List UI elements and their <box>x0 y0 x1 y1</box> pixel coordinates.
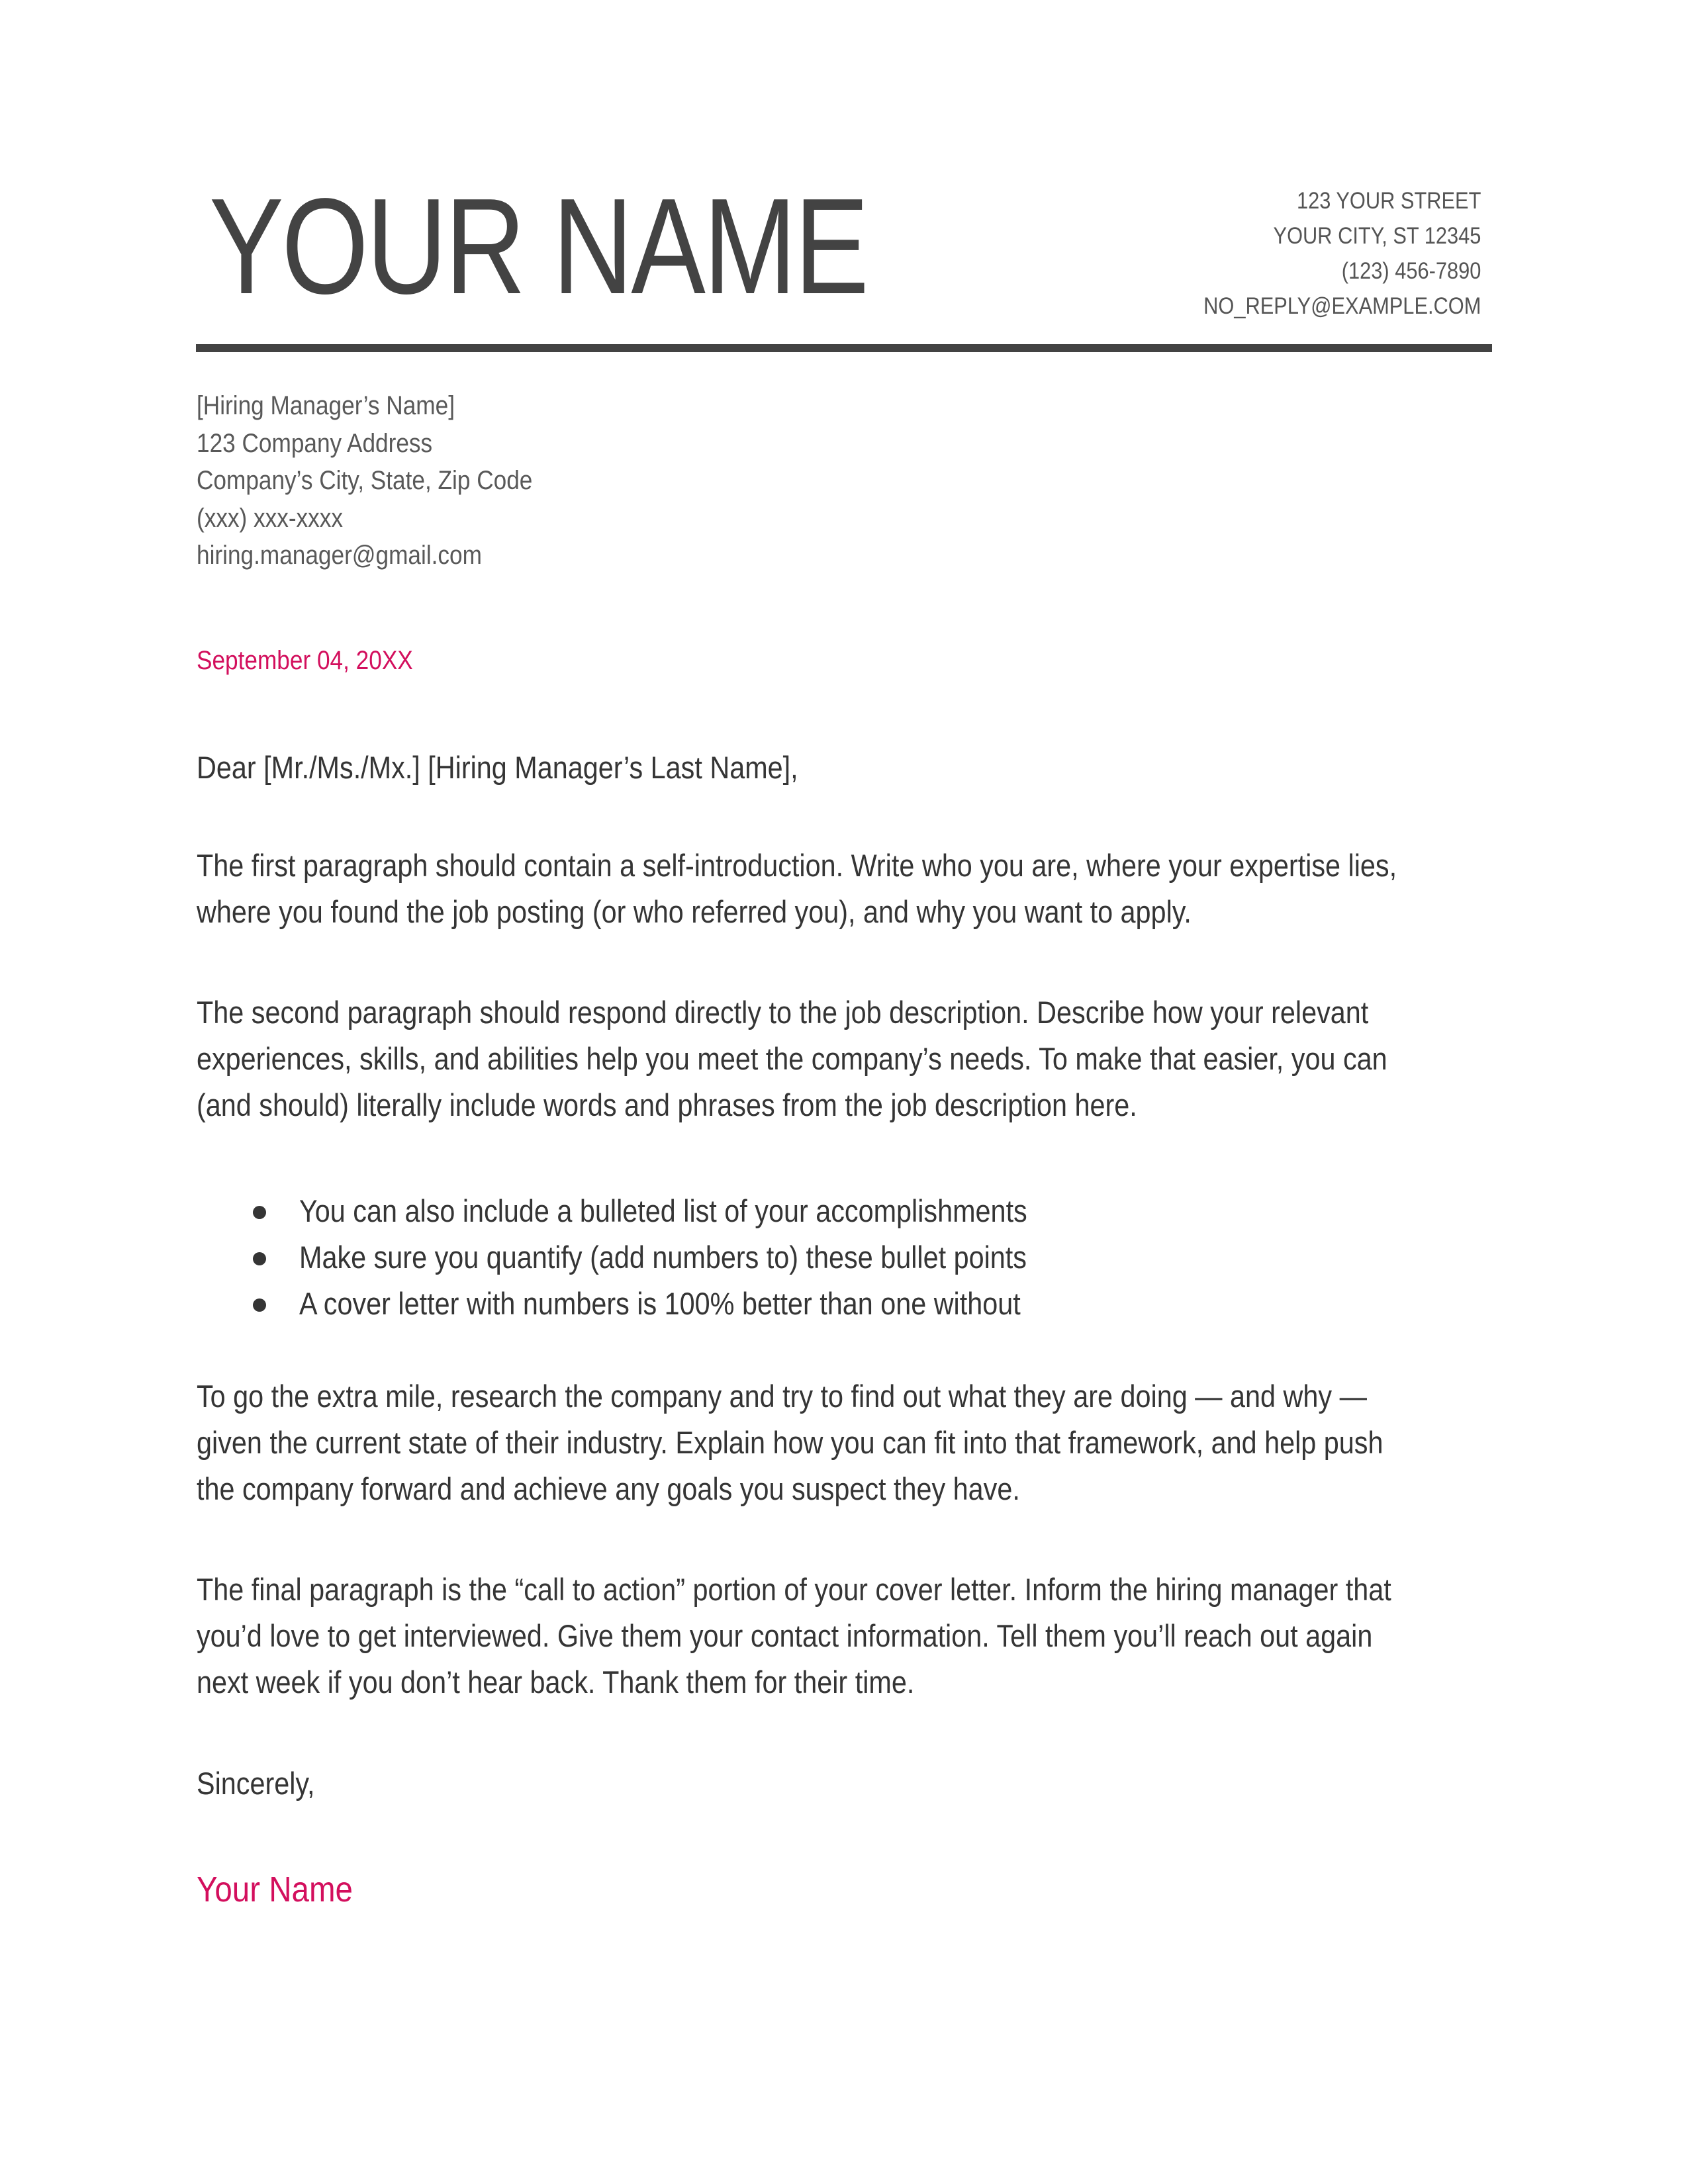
paragraph-line: To go the extra mile, research the company and try to find out what they are doing — and why — <box>197 1379 1367 1414</box>
paragraph-experience <box>197 989 1688 1128</box>
paragraph-line: you’d love to get interviewed. Give them your contact information. Tell them you’ll reach out again <box>197 1618 1373 1653</box>
list-item-text: A cover letter with numbers is 100% better than one without <box>299 1286 1021 1321</box>
recipient-block <box>197 387 579 574</box>
closing: Sincerely, <box>197 1766 315 1801</box>
applicant-name: YOUR NAME <box>209 170 867 322</box>
applicant-email: NO_REPLY@EXAMPLE.COM <box>1203 293 1481 319</box>
applicant-contact-block <box>1166 183 1481 324</box>
recipient-phone: (xxx) xxx-xxxx <box>197 503 343 533</box>
letter-date: September 04, 20XX <box>197 646 413 675</box>
list-item-text: You can also include a bulleted list of your accomplishments <box>299 1193 1027 1228</box>
paragraph-line: The first paragraph should contain a self-introduction. Write who you are, where your expertise lies, <box>197 848 1397 883</box>
salutation: Dear [Mr./Ms./Mx.] [Hiring Manager’s Last Name], <box>197 750 798 785</box>
recipient-address: 123 Company Address <box>197 428 433 458</box>
accomplishments-list <box>197 1188 1127 1327</box>
list-item <box>197 1188 1127 1234</box>
paragraph-line: (and should) literally include words and phrases from the job description here. <box>197 1087 1137 1122</box>
signature-name: Your Name <box>197 1870 353 1909</box>
paragraph-line: next week if you don’t hear back. Thank them for their time. <box>197 1664 915 1700</box>
applicant-street: 123 YOUR STREET <box>1296 188 1481 214</box>
paragraph-line: given the current state of their industry. Explain how you can fit into that framework, and help push <box>197 1425 1383 1460</box>
applicant-city: YOUR CITY, ST 12345 <box>1273 223 1481 249</box>
list-item <box>197 1234 1127 1281</box>
paragraph-line: The final paragraph is the “call to action” portion of your cover letter. Inform the hiring manager that <box>197 1572 1391 1607</box>
paragraph-intro <box>197 842 1688 935</box>
paragraph-call-to-action <box>197 1567 1688 1706</box>
list-item <box>197 1281 1127 1327</box>
paragraph-research <box>197 1373 1688 1512</box>
recipient-city: Company’s City, State, Zip Code <box>197 466 533 495</box>
applicant-phone: (123) 456-7890 <box>1341 258 1481 284</box>
paragraph-line: where you found the job posting (or who referred you), and why you want to apply. <box>197 894 1192 929</box>
recipient-email: hiring.manager@gmail.com <box>197 541 482 570</box>
header-divider <box>196 344 1492 352</box>
paragraph-line: the company forward and achieve any goals you suspect they have. <box>197 1471 1020 1506</box>
recipient-name: [Hiring Manager’s Name] <box>197 391 455 420</box>
paragraph-line: experiences, skills, and abilities help you meet the company’s needs. To make that easier, you can <box>197 1041 1387 1076</box>
list-item-text: Make sure you quantify (add numbers to) these bullet points <box>299 1240 1027 1275</box>
paragraph-line: The second paragraph should respond directly to the job description. Describe how your relevant <box>197 995 1369 1030</box>
